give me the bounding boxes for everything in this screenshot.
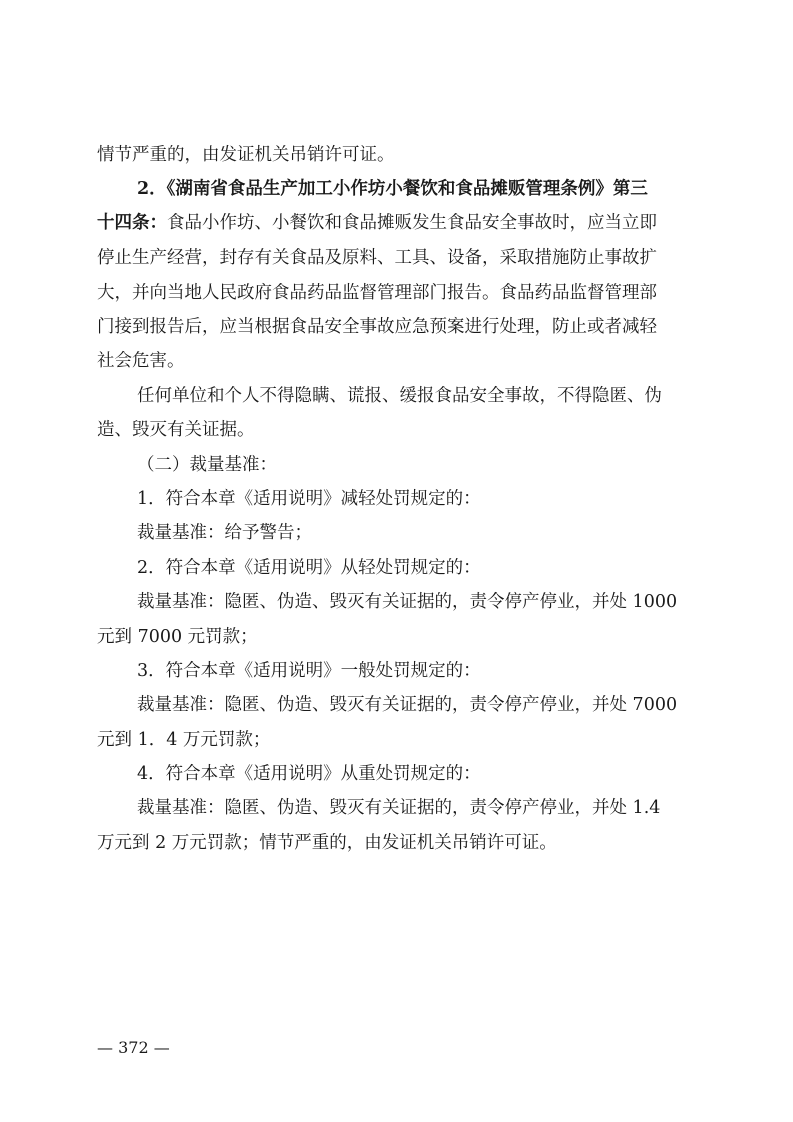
text-line: 门接到报告后，应当根据食品安全事故应急预案进行处理，防止或者减轻	[97, 317, 657, 337]
text-line: 裁量基准：隐匿、伪造、毁灭有关证据的，责令停产停业，并处 1.4	[137, 798, 661, 818]
text-line: 社会危害。	[97, 351, 185, 371]
article-text-line	[97, 211, 657, 235]
text-line: 元到 1．4 万元罚款；	[97, 730, 271, 750]
text-line: 情节严重的，由发证机关吊销许可证。	[97, 145, 395, 165]
text-line: 造、毁灭有关证据。	[97, 420, 255, 440]
text-line: 万元到 2 万元罚款；情节严重的，由发证机关吊销许可证。	[97, 833, 557, 853]
text-line: 裁量基准：隐匿、伪造、毁灭有关证据的，责令停产停业，并处 7000	[137, 695, 678, 715]
text-line: 大，并向当地人民政府食品药品监督管理部门报告。食品药品监督管理部	[97, 283, 657, 303]
article-text: 食品小作坊、小餐饮和食品摊贩发生食品安全事故时，应当立即	[167, 213, 657, 233]
text-line: 裁量基准：给予警告；	[137, 523, 312, 543]
text-line: 3．符合本章《适用说明》一般处罚规定的：	[137, 661, 481, 681]
text-line: 元到 7000 元罚款；	[97, 627, 258, 647]
article-number: 十四条：	[97, 213, 167, 233]
article-heading-line: 2．《湖南省食品生产加工小作坊小餐饮和食品摊贩管理条例》第三	[137, 179, 648, 199]
text-line: 停止生产经营，封存有关食品及原料、工具、设备，采取措施防止事故扩	[97, 248, 657, 268]
section-heading: （二）裁量基准：	[137, 455, 277, 475]
text-line: 2．符合本章《适用说明》从轻处罚规定的：	[137, 558, 481, 578]
text-line: 4．符合本章《适用说明》从重处罚规定的：	[137, 764, 481, 784]
text-line: 任何单位和个人不得隐瞒、谎报、缓报食品安全事故，不得隐匿、伪	[137, 386, 662, 406]
text-line: 裁量基准：隐匿、伪造、毁灭有关证据的，责令停产停业，并处 1000	[137, 592, 678, 612]
page-number: — 372 —	[97, 1038, 170, 1057]
text-line: 1．符合本章《适用说明》减轻处罚规定的：	[137, 489, 481, 509]
